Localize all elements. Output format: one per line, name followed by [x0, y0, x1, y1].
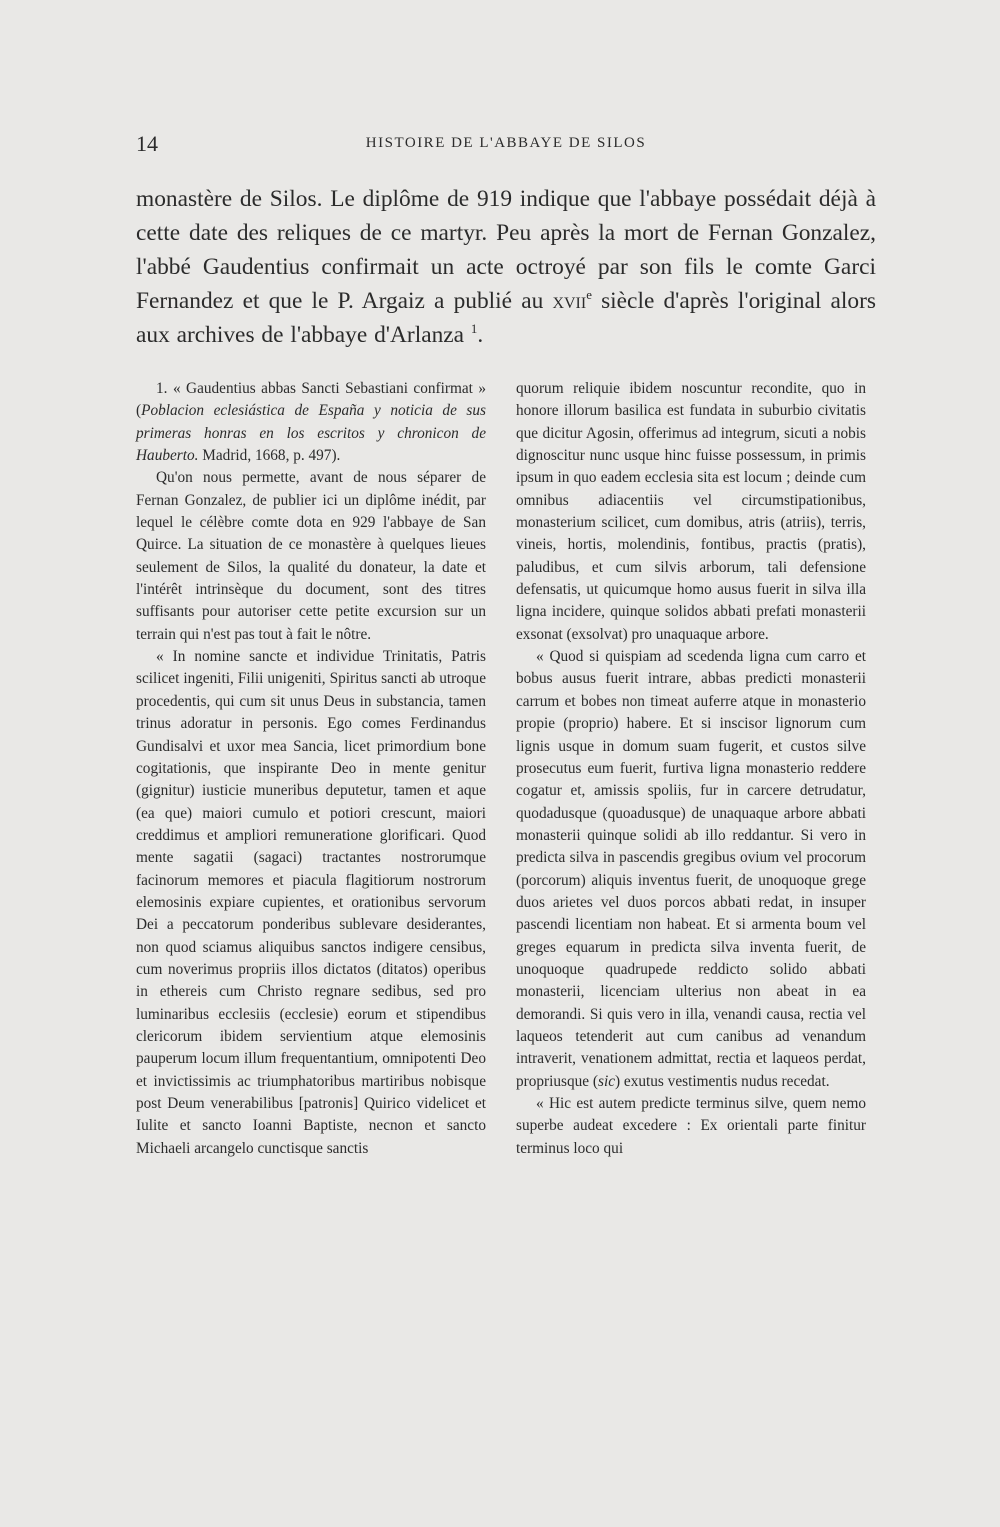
footnote-number: 1.: [156, 380, 168, 397]
left-paragraph-1: Qu'on nous permette, avant de nous séparer de Fernan Gonzalez, de publier ici un diplôme inédit, par lequel le célèbre comte dota en 929 l'abbaye de San Quirce. La situation de ce monastère à quelques lieues seulement de Silos, la qualité du donateur, la date et l'intérêt intrinsèque du document, sont des titres suffisants pour autoriser cette petite excursion sur un terrain qui n'est pas tout à fait le nôtre.: [136, 469, 486, 643]
page-header: [136, 131, 876, 161]
right-paragraph-2-text: « Quod si quispiam ad scedenda ligna cum carro et bobus ausus fuerit intrare, abbas predicti monasterii carrum et bobes non timeat auferre atque in monasterio propie (proprio) habere. Et si inscisor lignorum cum lignis usque in domum suam fugerit, et custos silve prosecutus eum fuerit, furtiva ligna monasterio reddere cogatur et, amissis spoliis, fur in carcere detrudatur, quodadusque (quoadusque) de unaquaque arbore abbati monasterii quinque solidi ab illo reddantur. Si vero in predicta silva in pascendis gregibus ovium vel procorum (porcorum) aliquis inventus fuerit, de unoquoque grege duos arietes vel duos porcos abbati redat, in insuper pascendi licentiam non habeat. Et si armenta boum vel greges equarum in predicta silva inventa fuerit, de unoquoque quadrupede reddicto solido abbati monasterii, licenciam ulterius non abeat in ea demorandi. Si quis vero in illa, venandi causa, rectia vel laqueos tetenderit aut cum canibus ad venandum intraverit, venationem admittat, rectia et laqueos perdat, propriusque (: [516, 648, 866, 1090]
right-paragraph-2-end: ) exutus vestimentis nudus recedat.: [615, 1072, 830, 1090]
right-paragraph-1: quorum reliquie ibidem noscuntur recondite, quo in honore illorum basilica est fundata in suburbio civitatis que dicitur Agosin, offerimus ad integrum, sicuti a nobis dignoscitur nunc usque hinc fuisse possessum, in primis ipsum in quo eadem ecclesia sita est locum ; deinde cum omnibus adiacentiis vel circumstipationibus, monasterium scilicet, cum domibus, atris (atriis), terris, vineis, hortis, molendinis, fontibus, practis (pratis), paludibus, et cum silvis arborum, tali defensione defensatis, ut quicumque homo ausus fuerit in silva illa ligna incidere, quinque solidos abbati prefati monasterii exsonat (exsolvat) pro unaquaque arbore.: [516, 380, 866, 643]
page-number: 14: [136, 131, 158, 156]
century-numeral: xvii: [552, 288, 587, 314]
century-superscript: e: [586, 288, 592, 303]
left-column: [136, 378, 486, 1160]
main-paragraph: [136, 182, 876, 352]
main-paragraph-text: [136, 182, 876, 352]
right-column: [516, 378, 866, 1160]
footnote-text: « Gaudentius abbas Sancti Sebastiani confirmat » (: [136, 380, 486, 420]
footnote-citation: Poblacion eclesiástica de España y noticia de sus primeras honras en los escritos y chronicon de Hauberto.: [136, 402, 486, 465]
main-text-part2: siècle d'après l'original alors aux archives de l'abbaye d'Arlanza: [136, 288, 876, 348]
right-paragraph-2: [516, 646, 866, 1093]
left-paragraph-2: « In nomine sancte et individue Trinitatis, Patris scilicet ingeniti, Filii unigeniti, Spiritus sancti ab utroque procedentis, qui cum sit unus Deus in substancia, tamen trinus adoratur in personis. Ego comes Ferdinandus Gundisalvi et uxor mea Sancia, licet primordium bone cogitationis, que inspirante Deo in mente genitur (gignitur) iusticie muneribus deputetur, tamen et aque (ea que) maiori cumulo et potiori crescunt, maiori creddimus et ampliori remuneratione glorificari. Quod mente sagatii (sagaci) tractantes nostrorumque facinorum memores et piacula flagitiorum nostrorum elemosinis expiare cupientes, et orationibus servorum Dei a peccatorum ponderibus sublevare desiderantes, non quod sciamus aliquibus sanctos indigere censibus, cum noverimus propriis illos dictatos (ditatos) operibus in ethereis cum Christo regnare sedibus, sed pro luminaribus ecclesiis (ecclesie) eorum et stipendibus clericorum ibidem servientium atque elemosinis pauperum locum illum frequentantium, omnipotenti Deo et invictissimis ac triumphatoribus martiribus nobisque post Deum venerabilibus [patronis] Quirico videlicet et Iulite et sancto Ioanni Baptiste, necnon et sancto Michaeli arcangelo cunctisque sanctis: [136, 648, 486, 1157]
running-head: HISTOIRE DE L'ABBAYE DE SILOS: [365, 135, 647, 151]
sic-note: sic: [598, 1072, 615, 1090]
footnote-reference: 1: [470, 322, 478, 337]
footnote: [136, 378, 486, 467]
footnote-citation-end: Madrid, 1668, p. 497).: [198, 447, 341, 465]
right-paragraph-3: « Hic est autem predicte terminus silve, quem nemo superbe audeat excedere : Ex orientali parte finitur terminus loco qui: [516, 1095, 866, 1157]
main-text-end: .: [477, 322, 484, 348]
main-text-part1: monastère de Silos. Le diplôme de 919 indique que l'abbaye possédait déjà à cette date des reliques de ce martyr. Peu après la mort de Fernan Gonzalez, l'abbé Gaudentius confirmait un acte octroyé par son fils le comte Garci Fernandez et que le P. Argaiz a publié au: [136, 186, 876, 314]
